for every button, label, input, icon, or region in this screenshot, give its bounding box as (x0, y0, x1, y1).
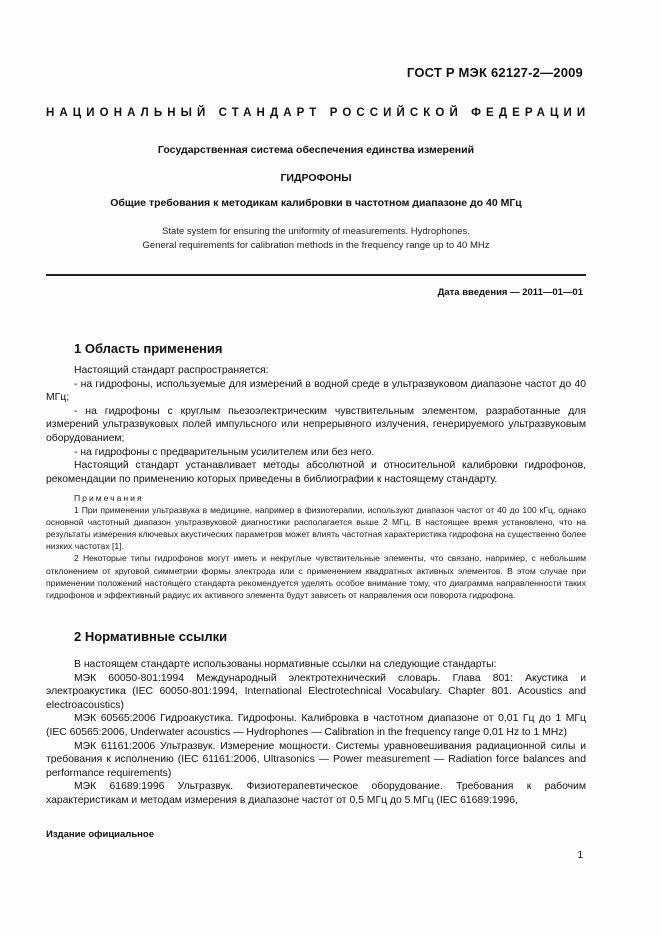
note-item: 2 Некоторые типы гидрофонов могут иметь и некруглые чувствительные элементы, что связано, например, с небольшим отклонением от круговой симметрии формы электрода или с применением квадратных активных элементов. В этом случае при применении положений настоящего стандарта рекомендуется уделять особое внимание тому, что диаграмма направленности таких гидрофонов и эффективный радиус их активного элемента будут зависеть от направления оси поворота гидрофона. (46, 553, 586, 600)
section-1-heading: 1 Область применения (74, 341, 223, 356)
note-item: 1 При применении ультразвука в медицине, например в физиотерапии, используют диапазон частот от 40 до 100 кГц, однако основной частотный диапазон ультразвуковой диагностики располагается выше 2 МГц. В настоящее время установлено, что на результаты измерения ключевых акустических параметров может влиять частотная характеристика гидрофона на существенно более низких частотах [1]. (46, 505, 586, 552)
horizontal-rule (46, 274, 586, 276)
paragraph: - на гидрофоны с предварительным усилителем или без него. (74, 446, 375, 458)
section-1-body (46, 364, 586, 486)
introduction-date: Дата введения — 2011—01—01 (437, 287, 583, 298)
national-standard-title: НАЦИОНАЛЬНЫЙ СТАНДАРТ РОССИЙСКОЙ ФЕДЕРАЦИИ (46, 107, 591, 119)
section-1-notes (46, 492, 586, 601)
document-subtitle: Общие требования к методикам калибровки в частотном диапазоне до 40 МГц (110, 197, 522, 209)
reference-item: МЭК 60050-801:1994 Международный электротехнический словарь. Глава 801: Акустика и электроакустика (IEC 60050-801:1994, International Electrotechnical Vocabulary. Chapter 801. Acoustics and electroacoustics) (46, 672, 586, 711)
notes-heading: Примечания (74, 493, 144, 503)
reference-item: МЭК 61161:2006 Ультразвук. Измерение мощности. Системы уравновешивания радиационной силы и требования к исполнению (IEC 61161:2006, Ultrasonics — Power measurement — Radiation force balances and performance requirements) (46, 740, 586, 779)
paragraph: Настоящий стандарт устанавливает методы абсолютной и относительной калибровки гидрофонов, рекомендации по применению которых приведены в библиографии к настоящему стандарту. (46, 460, 586, 485)
system-title: Государственная система обеспечения единства измерений (157, 144, 475, 156)
reference-item: МЭК 60565:2006 Гидроакустика. Гидрофоны. Калибровка в частотном диапазоне от 0,01 Гц до 1 МГц (IEC 60565:2006, Underwater acoustics — Hydrophones — Calibration in the frequency range 0,01 Hz to 1 MHz) (46, 713, 586, 738)
section-2-body (46, 658, 586, 808)
english-title-line-2: General requirements for calibration methods in the frequency range up to 40 MHz (142, 240, 490, 251)
gost-code: ГОСТ Р МЭК 62127-2—2009 (406, 65, 583, 80)
paragraph: - на гидрофоны с круглым пьезоэлектрическим чувствительным элементом, разработанные для измерений ультразвуковых полей импульсного или непрерывного излучения, генерируемого ультразвуковым оборудованием; (46, 405, 586, 444)
paragraph: - на гидрофоны, используемые для измерений в водной среде в ультразвуковом диапазоне частот до 40 МГц; (46, 378, 586, 404)
paragraph: В настоящем стандарте использованы нормативные ссылки на следующие стандарты: (74, 659, 497, 670)
english-title-line-1: State system for ensuring the uniformity of measurements. Hydrophones. (162, 226, 470, 237)
paragraph: Настоящий стандарт распространяется: (74, 365, 269, 376)
english-title (46, 225, 586, 253)
page-number: 1 (577, 850, 583, 861)
document-title: ГИДРОФОНЫ (280, 172, 352, 184)
reference-item: МЭК 61689:1996 Ультразвук. Физиотерапевтическое оборудование. Требования к рабочим характеристикам и методам измерения в диапазоне частот от 0,5 МГц до 5 МГц (IEC 61689:1996, (46, 781, 586, 806)
edition-label: Издание официальное (46, 829, 154, 840)
section-2-heading: 2 Нормативные ссылки (74, 629, 228, 644)
